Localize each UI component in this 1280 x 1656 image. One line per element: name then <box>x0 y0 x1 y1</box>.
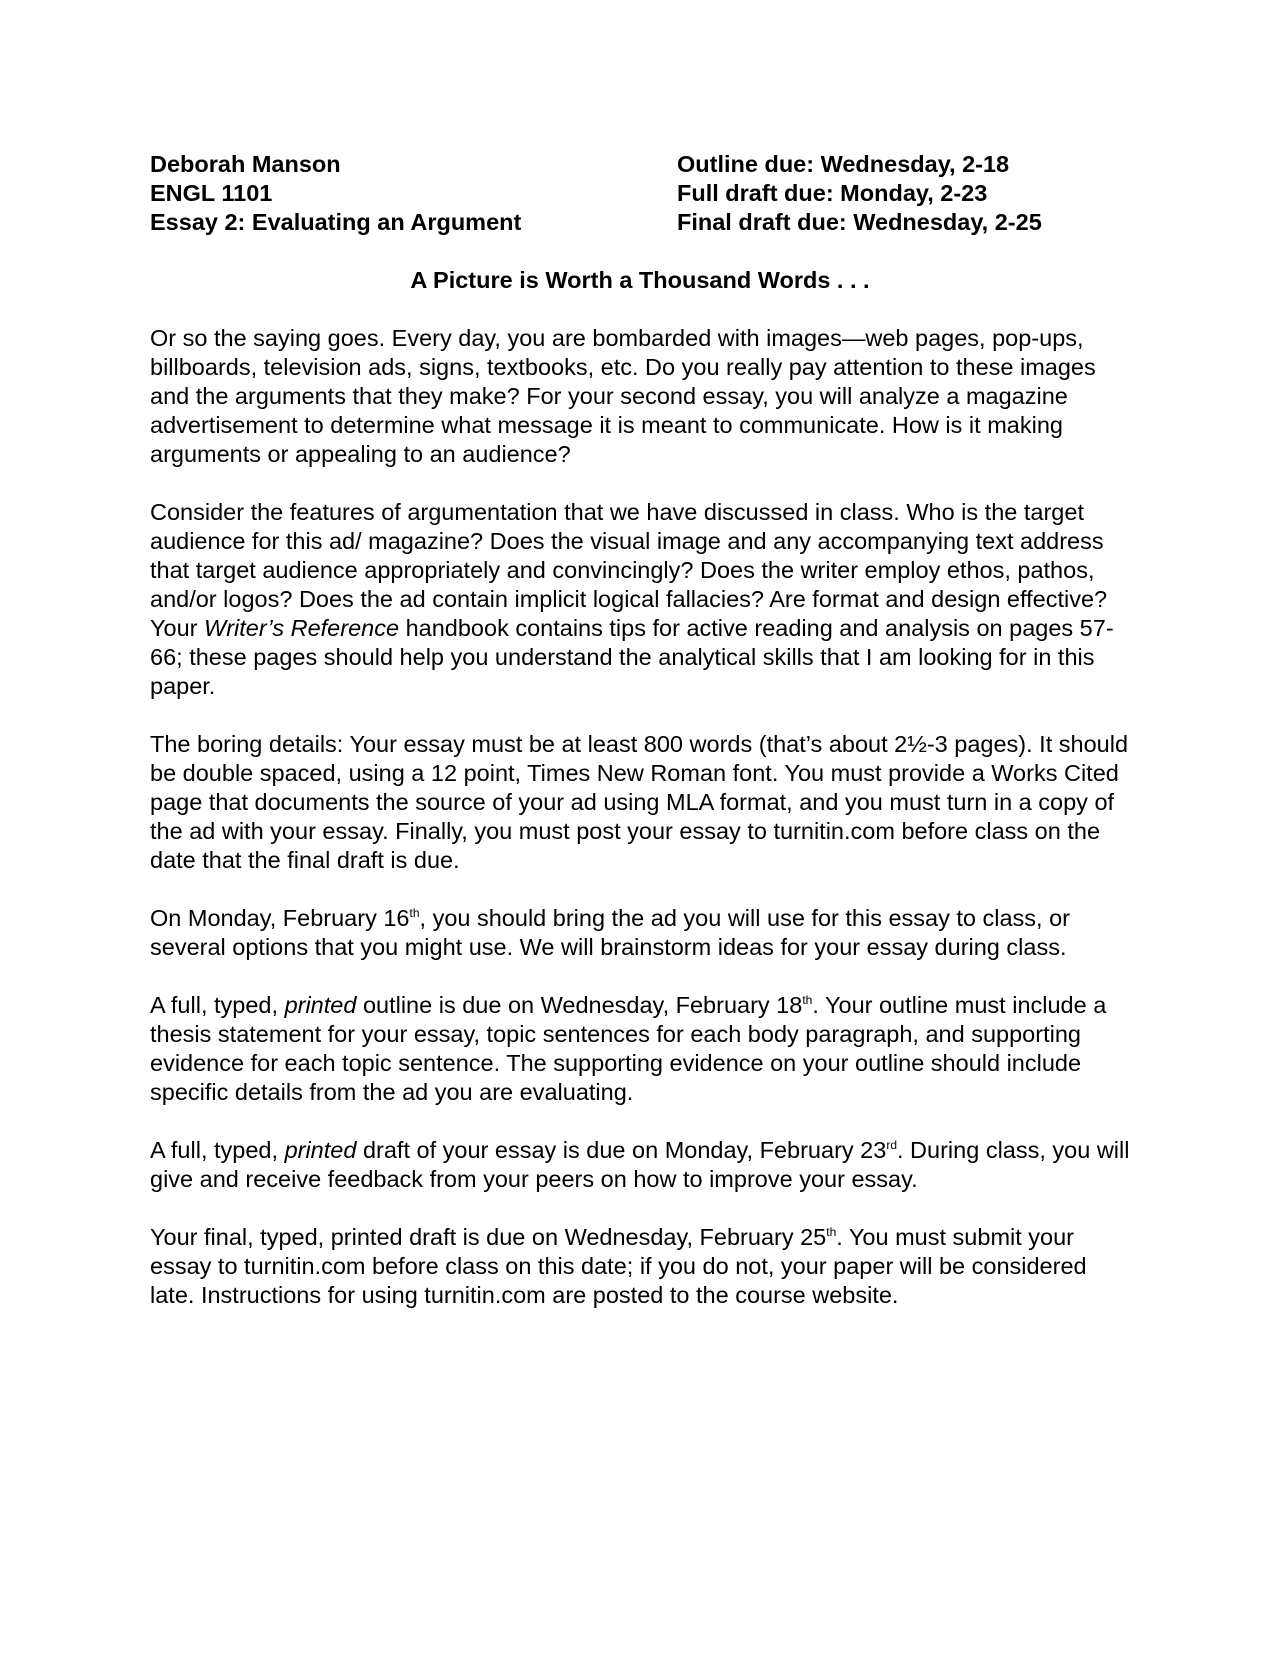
header-right-block <box>677 150 1042 237</box>
paragraph-final <box>150 1223 1130 1310</box>
paragraph-outline-text-c: . Your outline must include a thesis statement for your essay, topic sentences for each body paragraph, and supporting evidence for each topic sentence. The supporting evidence on your outline should include specific details from the ad you are evaluating. <box>150 992 1107 1105</box>
paragraph-draft-text-a: A full, typed, <box>150 1137 285 1163</box>
outline-due-date: Outline due: Wednesday, 2-18 <box>677 151 1010 177</box>
ordinal-suffix: th <box>802 993 813 1007</box>
paragraph-draft-text-b: draft of your essay is due on Monday, February 23 <box>356 1137 887 1163</box>
author-name: Deborah Manson <box>150 151 341 177</box>
course-code: ENGL 1101 <box>150 180 273 206</box>
assignment-name: Essay 2: Evaluating an Argument <box>150 209 522 235</box>
ordinal-suffix: rd <box>886 1138 897 1152</box>
document-page <box>150 150 1130 1310</box>
paragraph-details: The boring details: Your essay must be at least 800 words (that’s about 2½-3 pages). It should be double spaced, using a 12 point, Times New Roman font. You must provide a Works Cited page that documents the source of your ad using MLA format, and you must turn in a copy of the ad with your essay. Finally, you must post your essay to turnitin.com before class on the date that the final draft is due. <box>150 731 1129 873</box>
full-draft-due-date: Full draft due: Monday, 2-23 <box>677 180 988 206</box>
paragraph-outline <box>150 991 1130 1107</box>
emphasis-printed: printed <box>284 992 357 1018</box>
paragraph-features-text-a: Consider the features of argumentation that we have discussed in class. Who is the target audience for this ad/ magazine? Does the visual image and any accompanying text address that target audience appropriately and convincingly? Does the writer employ ethos, pathos, and/or logos? Does the ad contain implicit logical fallacies? Are format and design effective? Your <box>150 499 1108 641</box>
document-header <box>150 150 1130 237</box>
header-left-block <box>150 150 521 237</box>
handbook-title: Writer’s Reference <box>204 615 400 641</box>
paragraph-draft-text-c: . During class, you will give and receive feedback from your peers on how to improve your essay. <box>150 1137 1130 1192</box>
paragraph-outline-text-a: A full, typed, <box>150 992 285 1018</box>
paragraph-intro: Or so the saying goes. Every day, you are bombarded with images—web pages, pop-ups, billboards, television ads, signs, textbooks, etc. Do you really pay attention to these images and the arguments that they make? For your second essay, you will analyze a magazine advertisement to determine what message it is meant to communicate. How is it making arguments or appealing to an audience? <box>150 325 1096 467</box>
paragraph-monday-text-a: On Monday, February 16 <box>150 905 410 931</box>
paragraph-final-text-b: . You must submit your essay to turnitin.com before class on this date; if you do not, your paper will be considered late. Instructions for using turnitin.com are posted to the course website. <box>150 1224 1087 1308</box>
paragraph-features <box>150 498 1130 701</box>
paragraph-final-text-a: Your final, typed, printed draft is due on Wednesday, February 25 <box>150 1224 827 1250</box>
paragraph-monday-text-b: , you should bring the ad you will use for this essay to class, or several options that you might use. We will brainstorm ideas for your essay during class. <box>150 905 1071 960</box>
ordinal-suffix: th <box>409 906 420 920</box>
paragraph-outline-text-b: outline is due on Wednesday, February 18 <box>356 992 803 1018</box>
document-title: A Picture is Worth a Thousand Words . . . <box>410 267 870 293</box>
paragraph-draft <box>150 1136 1130 1194</box>
paragraph-features-text-b: handbook contains tips for active reading and analysis on pages 57-66; these pages should help you understand the analytical skills that I am looking for in this paper. <box>150 615 1114 699</box>
ordinal-suffix: th <box>826 1225 837 1239</box>
emphasis-printed: printed <box>284 1137 357 1163</box>
paragraph-monday <box>150 904 1130 962</box>
final-draft-due-date: Final draft due: Wednesday, 2-25 <box>677 209 1042 235</box>
